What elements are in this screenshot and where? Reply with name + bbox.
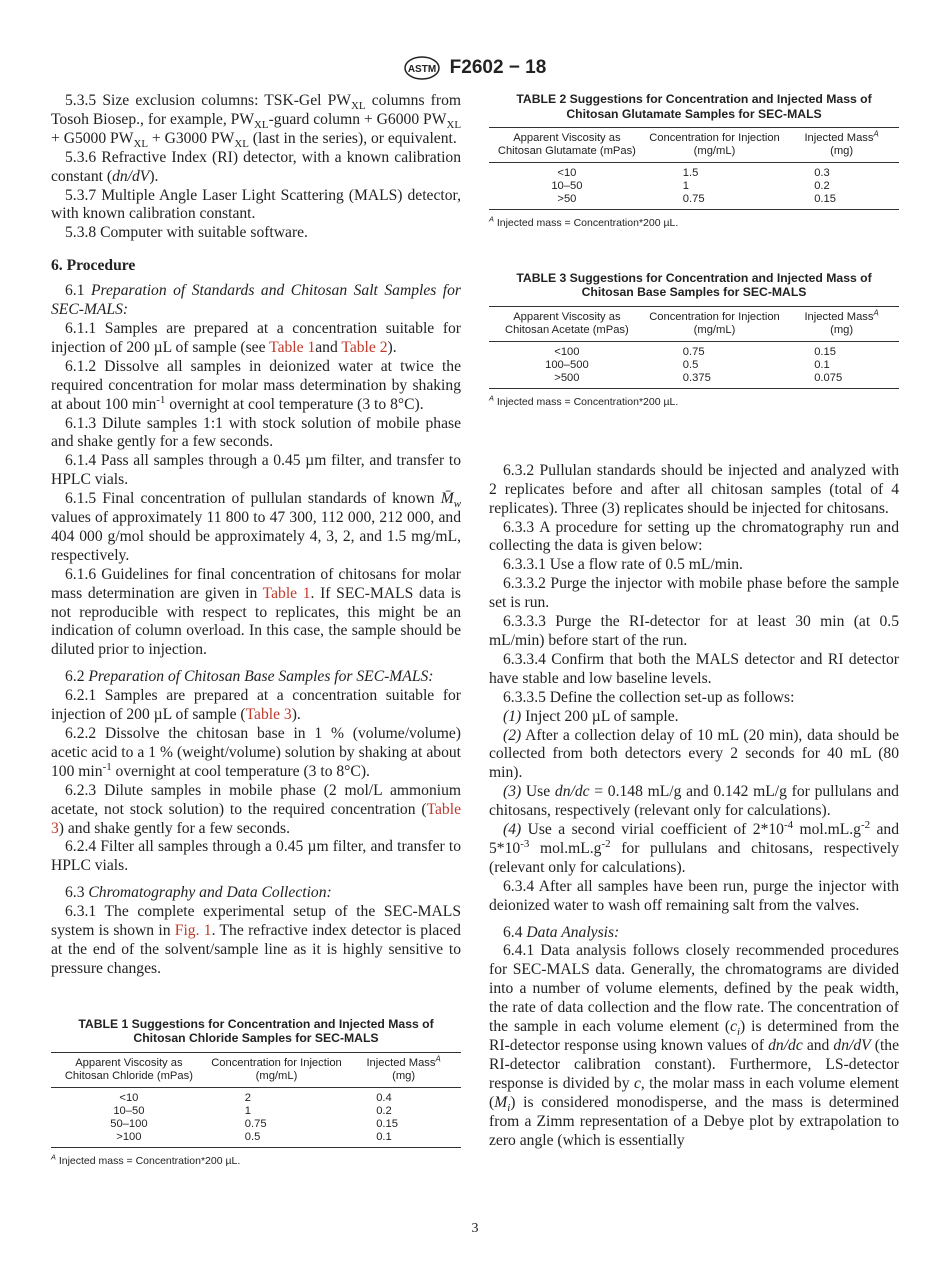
table-1-link[interactable]: Table 1 [262,584,311,602]
para-6-3: 6.3 Chromatography and Data Collection: [65,884,332,902]
table-cell: 1.5 [682,167,699,179]
table-cell: 0.075 [784,372,899,389]
table-row [489,180,899,193]
para-6-3-1: 6.3.1 The complete experimental setup of the SEC-MALS system is shown in Fig. 1. The refractive index detector is placed at the end of the solvent/sample line as it is highly sensitive to pressure changes. [51,903,461,977]
list-item-1: (1) Inject 200 µL of sample. [503,707,679,725]
table-cell: 0.15 [784,193,899,210]
table-2-header-concentration: Concentration for Injection (mg/mL) [645,128,784,163]
para-5-3-8: 5.3.8 Computer with suitable software. [65,224,308,242]
table-cell: 0.75 [682,345,705,358]
table-row [489,372,899,389]
para-6-2-4: 6.2.4 Filter all samples through a 0.45 µm filter, and transfer to HPLC vials. [51,838,461,875]
list-item-2: (2) After a collection delay of 10 mL (20 min), data should be collected from both detectors every 2 seconds for 40 mL (80 min). [489,726,899,782]
table-2-body [489,163,899,210]
table-cell: 1 [682,180,690,192]
table-cell: 0.75 [645,193,784,210]
para-6-3-2: 6.3.2 Pullulan standards should be injected and analyzed with 2 replicates before and after all chitosan samples (total of 4 replicates). Three (3) replicates should be injected for chitosans. [489,461,899,517]
para-6-1-4: 6.1.4 Pass all samples through a 0.45 µm filter, and transfer to HPLC vials. [51,452,461,489]
table-2-link[interactable]: Table 2 [341,338,388,356]
para-6-3-3-1: 6.3.3.1 Use a flow rate of 0.5 mL/min. [503,556,743,574]
table-row [489,193,899,210]
para-6-1-3: 6.1.3 Dilute samples 1:1 with stock solution of mobile phase and shake gently for a few seconds. [51,414,461,451]
table-1-footnote: $^A$ Injected mass = Concentration*200 µL. [51,1152,241,1167]
table-3-header-concentration: Concentration for Injection (mg/mL) [645,306,784,341]
right-column [489,92,899,1150]
table-cell: 0.375 [645,372,784,389]
standard-designation: F2602 − 18 [449,57,547,78]
table-row [51,1087,461,1105]
table-2-header-viscosity: Apparent Viscosity as Chitosan Glutamate (mPas) [489,128,645,163]
para-5-3-5: 5.3.5 Size exclusion columns: TSK-Gel $PW_{XL}$ columns from Tosoh Biosep., for example, $PW_{XL}$-guard column + G6000 $PW_{XL} + G5000$ $PW_{XL} + G3000$ $PW_{XL}$ (last in the series), or equivalent. [51,92,461,150]
table-row [489,341,899,359]
table-cell: <10 [557,167,577,179]
table-cell: 0.15 [376,1117,398,1130]
left-column [51,92,461,1171]
table-cell: >50 [489,193,645,210]
table-cell: 0.5 [207,1131,346,1148]
para-6-3-3: 6.3.3 A procedure for setting up the chromatography run and collecting the data is given below: [489,518,899,555]
table-cell: >500 [489,372,645,389]
table-cell: 0.5 [682,358,699,371]
table-1-link[interactable]: Table 1 [269,338,316,356]
para-6-2-3: 6.2.3 Dilute samples in mobile phase (2 mol/L ammonium acetate, not stock solution) to the required concentration (Table 3) and shake gently for a few seconds. [51,781,461,837]
para-6-4: 6.4 Data Analysis: [503,923,620,941]
para-5-3-6: 5.3.6 Refractive Index (RI) detector, with a known calibration constant (dn/dV). [51,148,461,185]
table-cell: <100 [554,345,580,358]
table-3-caption: TABLE 3 Suggestions for Concentration and Injected Mass of Chitosan Base Samples for SEC-MALS [516,270,872,300]
page-number: 3 [471,1221,479,1236]
table-cell: 0.3 [814,167,830,179]
table-row [489,163,899,181]
table-1-header-mass: Injected Mass$^A$ (mg) [346,1052,461,1087]
table-cell: 0.2 [814,180,830,192]
para-6-2: 6.2 Preparation of Chitosan Base Samples for SEC-MALS: [65,668,434,686]
table-cell: 10–50 [113,1104,145,1117]
list-item-4: (4) Use a second virial coefficient of $2*10^{-4}$ $mol.mL.g^{-2}$ and $5*10^{-3}$ $mol.mL.g^{-2}$ for pullulans and chitosans, respectively (relevant only for calculations). [489,818,899,876]
astm-logo-icon [404,56,440,80]
table-3-body [489,341,899,388]
table-cell: 0.1 [346,1131,461,1148]
table-cell: 0.1 [814,358,830,371]
table-cell: <10 [119,1091,139,1104]
table-cell: 0.4 [376,1091,392,1104]
table-2-caption: TABLE 2 Suggestions for Concentration and Injected Mass of Chitosan Glutamate Samples for SEC-MALS [516,92,872,121]
table-2-footnote: $^A$ Injected mass = Concentration*200 µL. [489,214,679,229]
figure-1-link[interactable]: Fig. 1 [174,922,212,940]
table-3-link[interactable]: Table 3 [51,800,461,837]
para-6-3-3-4: 6.3.3.4 Confirm that both the MALS detector and RI detector have stable and low baseline levels. [489,650,899,687]
table-1-header-concentration: Concentration for Injection (mg/mL) [207,1052,346,1087]
table-1-caption: TABLE 1 Suggestions for Concentration and Injected Mass of Chitosan Chloride Samples for SEC-MALS [78,1016,434,1046]
para-6-3-3-3: 6.3.3.3 Purge the RI-detector for at least 30 min (at 0.5 mL/min) before start of the run. [489,613,899,649]
table-cell: 1 [244,1104,252,1117]
para-6-4-1: 6.4.1 Data analysis follows closely recommended procedures for SEC-MALS data. Generally, the chromatograms are divided into a number of volume elements, defined by the peak width, the rate of data collection and the flow rate. The concentration of the sample in each volume element $(c_i)$ is determined from the RI-detector response using known values of dn/dc and dn/dV (the RI-detector calibration constant). Furthermore, LS-detector response is divided by c, the molar mass in each volume element $(M_i)$ is considered monodisperse, and the mass is determined from a Zimm representation of a Debye plot by extrapolation to zero angle (which is essentially [489,942,899,1149]
page-header [0,56,950,80]
para-6-3-3-2: 6.3.3.2 Purge the injector with mobile phase before the sample set is run. [489,575,899,612]
table-1 [51,1017,461,1171]
table-3-link[interactable]: Table 3 [245,706,292,724]
para-6-1-6: 6.1.6 Guidelines for final concentration of chitosans for molar mass determination are given in Table 1. If SEC-MALS data is not reproducible with respect to replicates, this might be an indication of column overload. In this case, the sample should be diluted prior to injection. [51,565,461,659]
para-5-3-7: 5.3.7 Multiple Angle Laser Light Scattering (MALS) detector, with known calibration constant. [51,186,461,223]
table-3-header-mass: Injected Mass$^A$ (mg) [784,306,899,341]
table-cell: 0.15 [814,345,836,358]
table-1-body [51,1087,461,1147]
para-6-1: 6.1 Preparation of Standards and Chitosan Salt Samples for SEC-MALS: [51,282,462,319]
list-item-3: (3) Use dn/dc = 0.148 mL/g and 0.142 mL/g for pullulans and chitosans, respectively (relevant only for calculations). [489,783,899,820]
table-3-header-viscosity: Apparent Viscosity as Chitosan Acetate (mPas) [489,306,645,341]
para-6-3-3-5: 6.3.3.5 Define the collection set-up as follows: [503,688,795,706]
table-cell: >100 [51,1131,207,1148]
table-2-header-mass: Injected Mass$^A$ (mg) [784,128,899,163]
table-row [51,1131,461,1148]
table-2 [489,92,899,233]
table-cell: 10–50 [551,180,583,192]
para-6-2-1: 6.2.1 Samples are prepared at a concentration suitable for injection of 200 µL of sample (Table 3). [51,687,461,724]
para-6-2-2: 6.2.2 Dissolve the chitosan base in 1 % (volume/volume) acetic acid to a 1 % (weight/volume) solution by shaking at about 100 $\min^{-1}$ overnight at cool temperature (3 to 8°C). [51,725,461,780]
table-cell: 50–100 [110,1117,148,1130]
table-row [51,1105,461,1118]
para-6-3-4: 6.3.4 After all samples have been run, purge the injector with deionized water to wash off remaining salt from the valves. [489,877,899,914]
para-6-1-2: 6.1.2 Dissolve all samples in deionized water at twice the required concentration for molar mass determination by shaking at about 100 $\min^{-1}$ overnight at cool temperature (3 to 8°C). [51,357,461,413]
svg-text:ASTM: ASTM [407,64,436,75]
para-6-1-5: 6.1.5 Final concentration of pullulan standards of known $M̄_w$ values of approximately 11 800 to 47 300, 112 000, 212 000, and 404 000 g/mol should be approximately 4, 3, 2, and 1.5 mg/mL, respectively. [51,490,461,564]
table-cell: 2 [244,1091,252,1104]
section-heading-procedure: 6. Procedure [51,257,136,275]
table-cell: 0.75 [244,1117,267,1130]
para-6-1-1: 6.1.1 Samples are prepared at a concentration suitable for injection of 200 µL of sample (see Table 1and Table 2). [51,319,461,356]
table-3-footnote: $^A$ Injected mass = Concentration*200 µL. [489,393,679,408]
table-row [51,1118,461,1131]
table-1-header-viscosity: Apparent Viscosity as Chitosan Chloride (mPas) [51,1052,207,1087]
table-row [489,359,899,372]
table-3 [489,271,899,412]
table-cell: 0.2 [376,1104,392,1117]
table-cell: 100–500 [545,358,589,371]
